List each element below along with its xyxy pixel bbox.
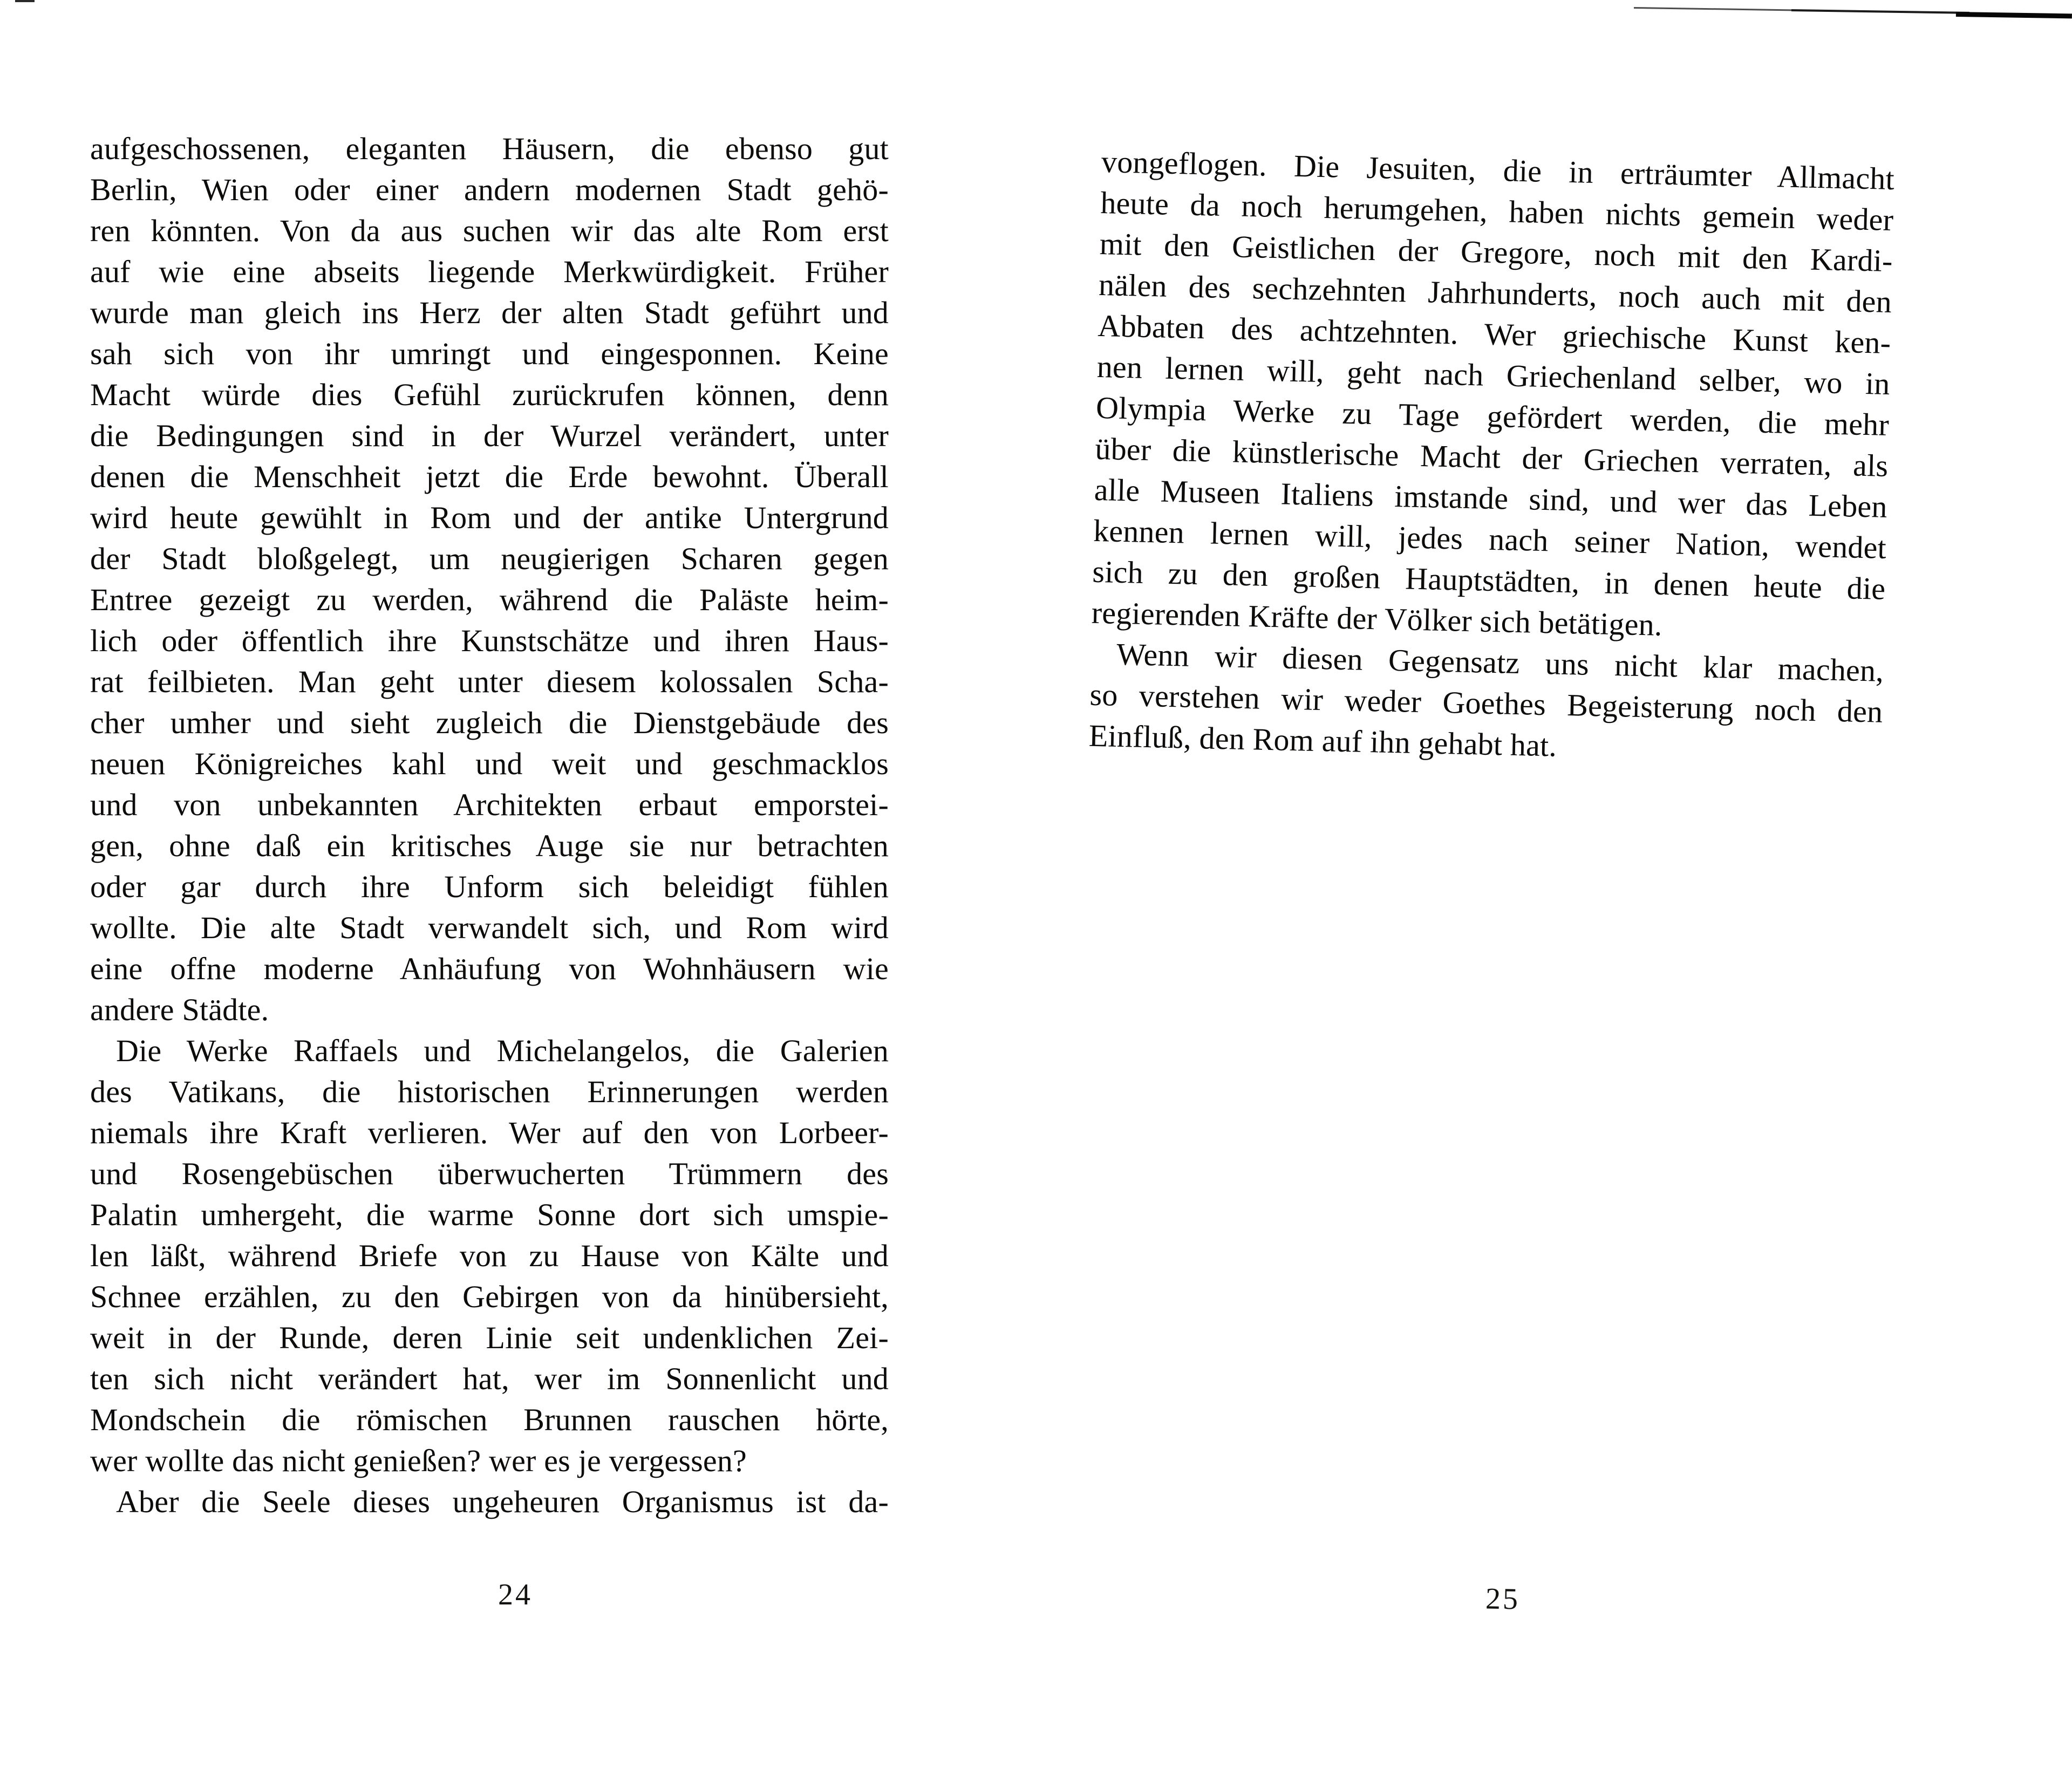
text-line: wurde man gleich ins Herz der alten Stadt geführt und — [90, 295, 889, 330]
text-line: Macht würde dies Gefühl zurückrufen können, denn — [90, 377, 889, 412]
text-line: ren könnten. Von da aus suchen wir das alte Rom erst — [90, 213, 889, 248]
text-line: rat feilbieten. Man geht unter diesem kolossalen Scha- — [90, 664, 889, 699]
text-line: Olympia Werke zu Tage gefördert werden, die mehr — [1095, 390, 1890, 442]
text-line: wer wollte das nicht genießen? wer es je vergessen? — [90, 1443, 747, 1478]
text-line: kennen lernen will, jedes nach seiner Nation, wendet — [1093, 513, 1887, 565]
text-line: wollte. Die alte Stadt verwandelt sich, und Rom wird — [90, 910, 889, 945]
text-line: Entree gezeigt zu werden, während die Paläste heim- — [90, 582, 889, 617]
text-line: Schnee erzählen, zu den Gebirgen von da hinübersieht, — [90, 1279, 889, 1314]
text-line: vongeflogen. Die Jesuiten, die in erträumter Allmacht — [1101, 144, 1895, 197]
text-line: Abbaten des achtzehnten. Wer griechische Kunst ken- — [1097, 308, 1891, 360]
text-line: ten sich nicht verändert hat, wer im Sonnenlicht und — [90, 1361, 889, 1396]
text-line: neuen Königreiches kahl und weit und geschmacklos — [90, 746, 889, 781]
text-line: weit in der Runde, deren Linie seit undenklichen Zei- — [90, 1320, 889, 1355]
text-line: Einfluß, den Rom auf ihn gehabt hat. — [1088, 718, 1557, 763]
text-line: auf wie eine abseits liegende Merkwürdigkeit. Früher — [90, 254, 889, 289]
text-line: des Vatikans, die historischen Erinnerungen werden — [90, 1074, 889, 1109]
text-line: eine offne moderne Anhäufung von Wohnhäusern wie — [90, 951, 889, 986]
text-line: lich oder öffentlich ihre Kunstschätze und ihren Haus- — [90, 623, 889, 658]
text-line: aufgeschossenen, eleganten Häusern, die ebenso gut — [90, 131, 889, 166]
text-line: regierenden Kräfte der Völker sich betätigen. — [1091, 595, 1663, 643]
text-line: sich zu den großen Hauptstädten, in denen heute die — [1092, 554, 1886, 606]
text-line: Wenn wir diesen Gegensatz uns nicht klar machen, — [1116, 636, 1884, 688]
text-line: Aber die Seele dieses ungeheuren Organismus ist da- — [116, 1484, 889, 1519]
text-line: oder gar durch ihre Unform sich beleidigt fühlen — [90, 869, 889, 904]
page-number-right: 25 — [1485, 1582, 1521, 1616]
page-right — [1036, 0, 2072, 1776]
text-line: wird heute gewühlt in Rom und der antike Untergrund — [90, 500, 889, 535]
text-line: der Stadt bloßgelegt, um neugierigen Scharen gegen — [90, 541, 889, 576]
text-line: sah sich von ihr umringt und eingesponnen. Keine — [90, 336, 889, 371]
text-line: niemals ihre Kraft verlieren. Wer auf den von Lorbeer- — [90, 1115, 889, 1150]
text-line: denen die Menschheit jetzt die Erde bewohnt. Überall — [90, 459, 889, 494]
text-line: nälen des sechzehnten Jahrhunderts, noch auch mit den — [1098, 267, 1892, 319]
right-page-text-block — [1088, 141, 1895, 774]
text-line: cher umher und sieht zugleich die Dienstgebäude des — [90, 705, 889, 740]
text-line: Berlin, Wien oder einer andern modernen Stadt gehö- — [90, 172, 889, 207]
scan-artifact-speck — [15, 0, 35, 2]
text-line: heute da noch herumgehen, haben nichts gemein weder — [1100, 185, 1894, 238]
left-page-text-block — [90, 128, 889, 1522]
text-line: über die künstlerische Macht der Griechen verraten, als — [1094, 431, 1889, 483]
text-line: so verstehen wir weder Goethes Begeisterung noch den — [1089, 677, 1883, 729]
page-number-left: 24 — [498, 1578, 533, 1611]
text-line: die Bedingungen sind in der Wurzel verändert, unter — [90, 418, 889, 453]
text-line: mit den Geistlichen der Gregore, noch mit den Kardi- — [1099, 226, 1893, 279]
text-line: alle Museen Italiens imstande sind, und wer das Leben — [1094, 472, 1888, 524]
text-line: nen lernen will, geht nach Griechenland selber, wo in — [1096, 349, 1891, 401]
text-line: und von unbekannten Architekten erbaut emporstei- — [90, 787, 889, 822]
text-line: gen, ohne daß ein kritisches Auge sie nur betrachten — [90, 828, 889, 863]
text-line: Palatin umhergeht, die warme Sonne dort sich umspie- — [90, 1197, 889, 1232]
text-line: und Rosengebüschen überwucherten Trümmern des — [90, 1156, 889, 1191]
text-line: len läßt, während Briefe von zu Hause von Kälte und — [90, 1238, 889, 1273]
text-line: andere Städte. — [90, 992, 269, 1027]
text-line: Die Werke Raffaels und Michelangelos, die Galerien — [116, 1033, 889, 1068]
text-line: Mondschein die römischen Brunnen rauschen hörte, — [90, 1402, 889, 1437]
